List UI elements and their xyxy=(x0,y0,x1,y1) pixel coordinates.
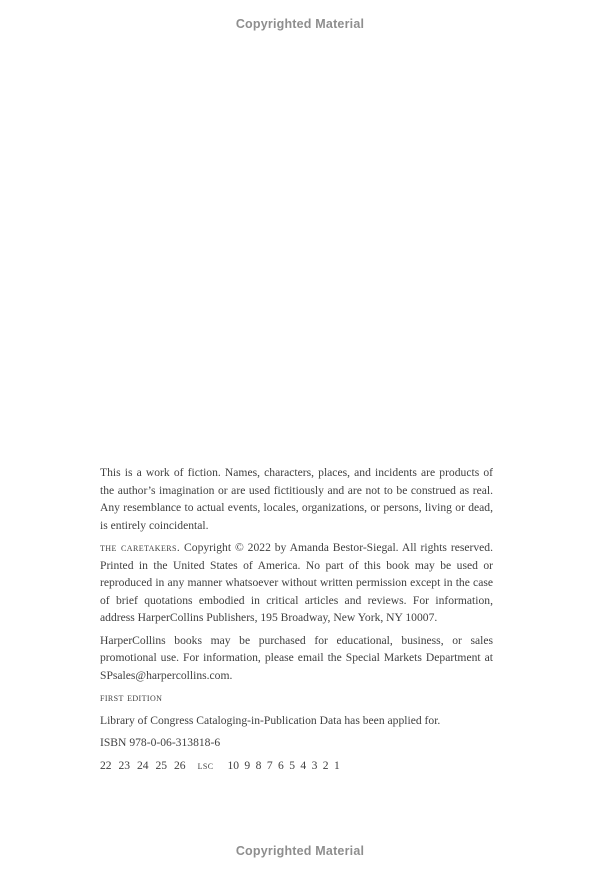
sales-email-part2: collins.com. xyxy=(175,668,233,682)
edition-statement: first edition xyxy=(100,691,163,704)
copyright-notice-paragraph xyxy=(100,539,493,627)
copyright-text-block xyxy=(100,464,493,780)
printer-abbreviation: lsc xyxy=(197,759,214,772)
sales-email-part1: SPsales@harper xyxy=(100,668,176,682)
copyright-notice-text: Copyright © 2022 by Amanda Bestor-Siegal. All rights reserved. Printed in the United States of America. No part of this book may be used or reproduced in any manner whatsoever without written permission except in the case of brief quotations embodied in critical articles and reviews. For information, address HarperCollins Publishers, 195 Broadway, New York, NY 10007. xyxy=(100,541,493,624)
printers-key-line xyxy=(100,757,493,776)
printers-key-years: 22 23 24 25 26 xyxy=(100,758,186,772)
sales-info-paragraph xyxy=(100,632,493,685)
copyrighted-material-footer: Copyrighted Material xyxy=(235,844,365,858)
book-title-smallcaps: the caretakers. xyxy=(100,541,181,554)
fiction-disclaimer-paragraph: This is a work of fiction. Names, characters, places, and incidents are products of the author’s imagination or are used fictitiously and are not to be construed as real. Any resemblance to actual events, locales, organizations, or persons, living or dead, is entirely coincidental. xyxy=(100,466,493,532)
isbn-line: ISBN 978-0-06-313818-6 xyxy=(100,736,221,749)
printers-key-run-numbers: 10 9 8 7 6 5 4 3 2 1 xyxy=(227,758,340,772)
library-of-congress-note: Library of Congress Cataloging-in-Publication Data has been applied for. xyxy=(100,713,441,727)
sales-info-text: HarperCollins books may be purchased for educational, business, or sales promotional use. For information, please email the Special Markets Department at xyxy=(100,633,493,664)
copyrighted-material-header: Copyrighted Material xyxy=(235,17,365,31)
